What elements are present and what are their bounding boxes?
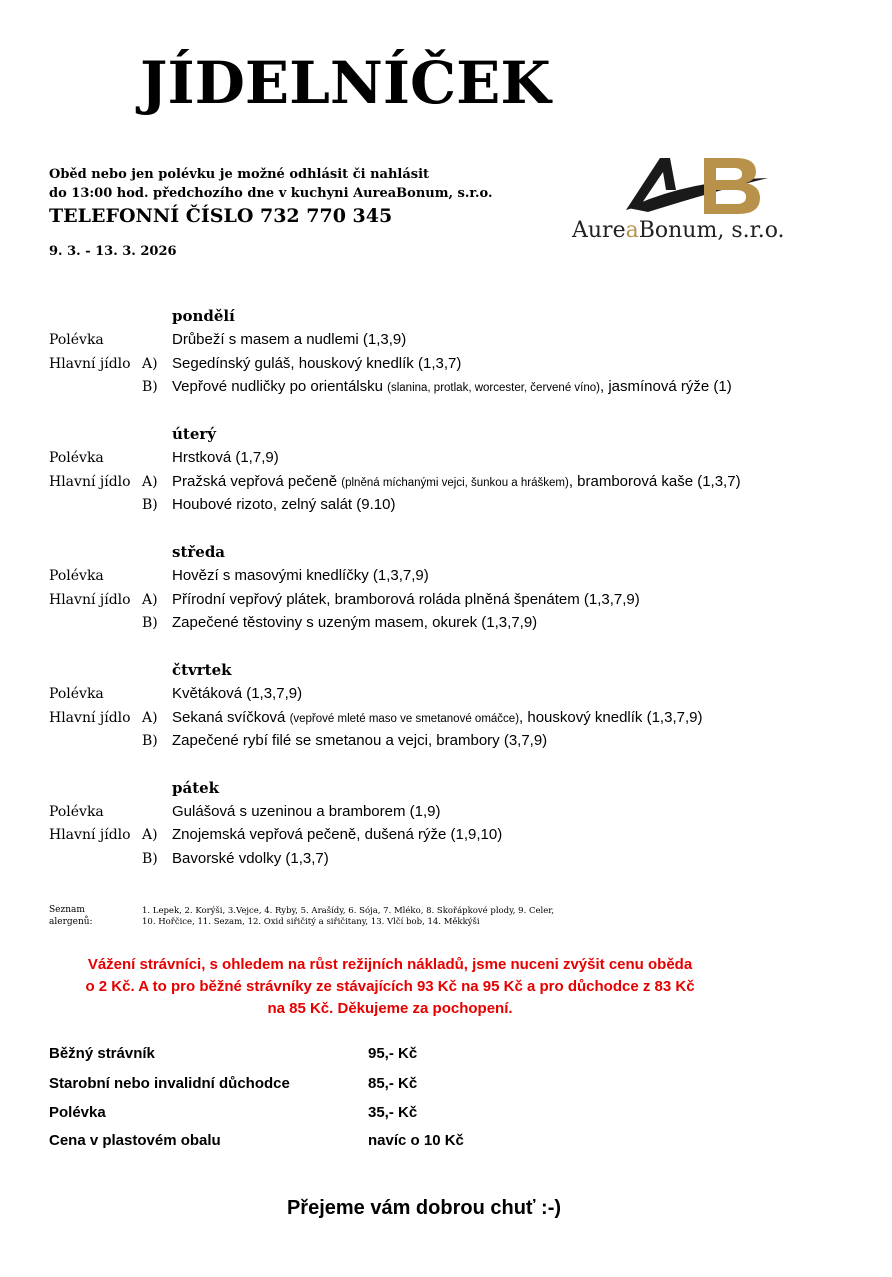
option-b-label: B) bbox=[142, 379, 158, 395]
allergens-label: Seznam alergenů: bbox=[49, 905, 93, 927]
price-value-packaging: navíc o 10 Kč bbox=[368, 1132, 464, 1149]
soup-dish: Hrstková (1,7,9) bbox=[172, 449, 279, 466]
day-heading-thursday: čtvrtek bbox=[172, 661, 232, 679]
phone-number: TELEFONNÍ ČÍSLO 732 770 345 bbox=[49, 205, 393, 227]
day-heading-tuesday: úterý bbox=[172, 425, 216, 443]
option-b-label: B) bbox=[142, 733, 158, 749]
soup-dish: Hovězí s masovými knedlíčky (1,3,7,9) bbox=[172, 567, 429, 584]
page-title: JÍDELNÍČEK bbox=[140, 49, 551, 117]
price-label-soup: Polévka bbox=[49, 1104, 106, 1121]
option-a-label: A) bbox=[142, 827, 158, 843]
main-label: Hlavní jídlo bbox=[49, 592, 131, 608]
option-b-label: B) bbox=[142, 497, 158, 513]
option-b-label: B) bbox=[142, 615, 158, 631]
main-dish-a: Pražská vepřová pečeně (plněná míchanými vejci, šunkou a hráškem), bramborová kaše (1,3,7) bbox=[172, 473, 741, 490]
price-label-packaging: Cena v plastovém obalu bbox=[49, 1132, 221, 1149]
main-label: Hlavní jídlo bbox=[49, 710, 131, 726]
soup-label: Polévka bbox=[49, 568, 104, 584]
main-label: Hlavní jídlo bbox=[49, 356, 131, 372]
option-a-label: A) bbox=[142, 474, 158, 490]
option-b-label: B) bbox=[142, 851, 158, 867]
soup-dish: Drůbeží s masem a nudlemi (1,3,9) bbox=[172, 331, 407, 348]
soup-label: Polévka bbox=[49, 450, 104, 466]
soup-dish: Květáková (1,3,7,9) bbox=[172, 685, 303, 702]
company-name: AureaBonum, s.r.o. bbox=[572, 218, 785, 243]
company-logo bbox=[566, 150, 806, 270]
price-label-pensioner: Starobní nebo invalidní důchodce bbox=[49, 1075, 290, 1092]
main-dish-b: Zapečené těstoviny s uzeným masem, okurek (1,3,7,9) bbox=[172, 614, 538, 631]
date-range: 9. 3. - 13. 3. 2026 bbox=[49, 244, 177, 259]
main-dish-b: Vepřové nudličky po orientálsku (slanina, protlak, worcester, červené víno), jasmínová rýže (1) bbox=[172, 378, 732, 395]
order-note-line2: do 13:00 hod. předchozího dne v kuchyni AureaBonum, s.r.o. bbox=[49, 186, 493, 201]
soup-label: Polévka bbox=[49, 332, 104, 348]
soup-dish: Gulášová s uzeninou a bramborem (1,9) bbox=[172, 803, 441, 820]
day-heading-friday: pátek bbox=[172, 779, 220, 797]
day-heading-wednesday: středa bbox=[172, 543, 226, 561]
option-a-label: A) bbox=[142, 356, 158, 372]
soup-label: Polévka bbox=[49, 686, 104, 702]
price-label-regular: Běžný strávník bbox=[49, 1045, 155, 1062]
main-label: Hlavní jídlo bbox=[49, 474, 131, 490]
price-change-notice: Vážení strávníci, s ohledem na růst režijních nákladů, jsme nuceni zvýšit cenu oběda o 2 Kč. A to pro běžné strávníky ze stávajících 93 Kč na 95 Kč a pro důchodce z 83 Kč na 85 Kč. Děkujeme za pochopení. bbox=[85, 956, 695, 1017]
main-dish-a: Sekaná svíčková (vepřové mleté maso ve smetanové omáčce), houskový knedlík (1,3,7,9) bbox=[172, 709, 703, 726]
main-dish-a: Znojemská vepřová pečeně, dušená rýže (1,9,10) bbox=[172, 826, 503, 843]
main-dish-b: Zapečené rybí filé se smetanou a vejci, brambory (3,7,9) bbox=[172, 732, 548, 749]
order-note-line1: Oběd nebo jen polévku je možné odhlásit či nahlásit bbox=[49, 167, 430, 182]
day-heading-monday: pondělí bbox=[172, 307, 235, 325]
main-dish-b: Houbové rizoto, zelný salát (9.10) bbox=[172, 496, 396, 513]
main-dish-a: Přírodní vepřový plátek, bramborová roláda plněná špenátem (1,3,7,9) bbox=[172, 591, 640, 608]
allergens-list: 1. Lepek, 2. Korýši, 3.Vejce, 4. Ryby, 5. Arašídy, 6. Sója, 7. Mléko, 8. Skořápkové plody, 9. Celer, 10. Hořčice, 11. Sezam, 12. Oxid siřičitý a siřičitany, 13. Vlčí bob, 14. Měkkýši bbox=[142, 906, 555, 927]
soup-label: Polévka bbox=[49, 804, 104, 820]
option-a-label: A) bbox=[142, 710, 158, 726]
ab-monogram-icon bbox=[618, 150, 798, 222]
main-dish-a: Segedínský guláš, houskový knedlík (1,3,7) bbox=[172, 355, 462, 372]
option-a-label: A) bbox=[142, 592, 158, 608]
price-value-soup: 35,- Kč bbox=[368, 1104, 418, 1121]
price-value-pensioner: 85,- Kč bbox=[368, 1075, 418, 1092]
closing-message: Přejeme vám dobrou chuť :-) bbox=[286, 1197, 562, 1219]
main-dish-b: Bavorské vdolky (1,3,7) bbox=[172, 850, 329, 867]
main-label: Hlavní jídlo bbox=[49, 827, 131, 843]
price-value-regular: 95,- Kč bbox=[368, 1045, 418, 1062]
